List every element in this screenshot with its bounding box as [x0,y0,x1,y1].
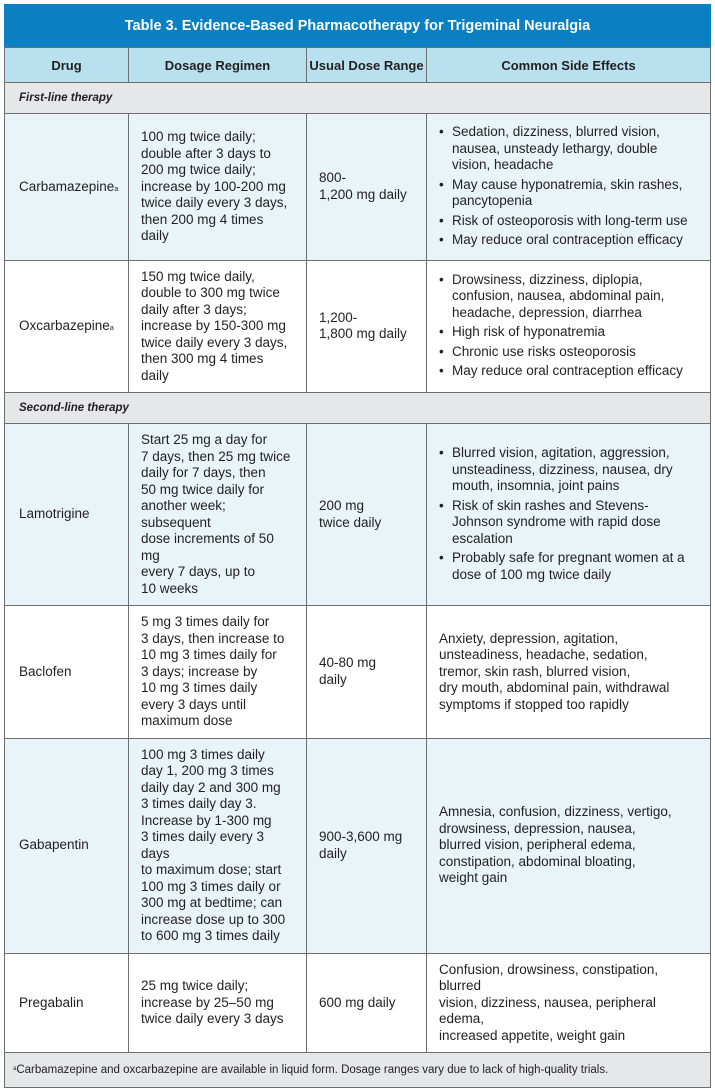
dose-range-line: 200 mg [319,498,365,513]
dosage-regimen-line: daily after 3 days; [141,301,247,317]
dose-range-line: daily [319,845,347,861]
dosage-regimen-line: 25 mg twice daily; [141,978,249,993]
bullet-icon: • [439,343,444,359]
dosage-regimen-line: double to 300 mg twice [141,285,280,300]
usual-dose-range-cell [307,260,427,393]
side-effects-line: Confusion, drowsiness, constipation, blurred [439,961,659,993]
footnote-cell [5,1053,711,1088]
column-header-dosage-regimen: Dosage Regimen [129,48,307,83]
column-header-row [5,48,711,83]
side-effects-cell [427,953,711,1053]
usual-dose-range-cell [307,738,427,953]
table-body [5,83,711,1053]
dosage-regimen-line: to 600 mg 3 times daily [141,928,280,943]
dosage-regimen-line: double after 3 days to [141,145,271,161]
dosage-regimen-line: then 300 mg 4 times [141,351,264,366]
drug-cell [5,424,129,606]
dosage-regimen-line: 10 weeks [141,580,199,596]
side-effect-item [439,498,698,548]
side-effects-list [439,445,698,583]
side-effects-line: weight gain [439,870,508,886]
footnote-row [5,1053,711,1088]
table-row [5,424,711,606]
bullet-icon: • [439,550,444,565]
dosage-regimen-line: 10 mg 3 times daily [141,680,258,695]
footnote-marker: a [109,325,114,332]
side-effects-cell [427,424,711,606]
drug-name: Baclofen [19,663,72,679]
dosage-regimen-line: 3 times daily day 3. [141,796,257,811]
dosage-regimen-line: 3 days, then increase to [141,630,285,646]
dosage-regimen-line: 150 mg twice daily, [141,268,255,284]
side-effect-item [439,232,698,249]
bullet-icon: • [439,497,444,513]
side-effects-cell [427,114,711,261]
table-title: Table 3. Evidence-Based Pharmacotherapy for Trigeminal Neuralgia [5,5,711,48]
side-effects-list [439,272,698,380]
side-effect-item [439,324,698,341]
dosage-regimen-line: 10 mg 3 times daily for [141,647,277,662]
dosage-regimen-line: increase dose up to 300 [141,911,286,927]
dosage-regimen-line: daily [141,367,169,383]
dosage-regimen-line: another week; subsequent [141,498,226,530]
dosage-regimen-line: daily [141,228,169,243]
footnote-marker: a [13,1066,17,1072]
section-label: First-line therapy [5,83,711,114]
table-row [5,738,711,953]
bullet-icon: • [439,176,444,192]
side-effects-cell [427,606,711,739]
side-effect-text: Drowsiness, dizziness, diplopia, confusion, nausea, abdominal pain, headache, depression, diarrhea [452,271,665,320]
bullet-icon: • [439,232,444,247]
dosage-regimen-line: then 200 mg 4 times [141,211,264,227]
dosage-regimen-line: Start 25 mg a day for [141,432,268,447]
drug-name: Lamotrigine [19,506,90,522]
dosage-regimen-line: twice daily every 3 days [141,1011,284,1026]
footnote-text: Carbamazepine and oxcarbazepine are available in liquid form. Dosage ranges vary due to lack of high-quality trials. [16,1064,609,1076]
dosage-regimen-line: Increase by 1-300 mg [141,812,272,828]
drug-cell [5,738,129,953]
bullet-icon: • [439,445,444,460]
side-effects-line: tremor, skin rash, blurred vision, [439,663,631,679]
side-effect-text: May cause hyponatremia, skin rashes, pancytopenia [452,176,683,208]
dosage-regimen-line: 3 times daily every 3 days [141,829,265,861]
side-effect-text: Chronic use risks osteoporosis [452,343,636,359]
side-effects-list [439,124,698,249]
dose-range-line: 40-80 mg [319,655,377,671]
drug-name: Carbamazepine [19,178,115,194]
usual-dose-range-cell [307,606,427,739]
bullet-icon: • [439,212,444,228]
drug-cell [5,114,129,261]
pharmacotherapy-table-container [4,4,710,1088]
side-effect-text: Probably safe for pregnant women at a dose of 100 mg twice daily [452,550,685,582]
side-effect-item [439,124,698,174]
side-effect-text: Sedation, dizziness, blurred vision, nausea, unsteady lethargy, double vision, headache [452,124,660,172]
dosage-regimen-cell [129,260,307,393]
dosage-regimen-line: 100 mg twice daily; [141,129,256,144]
dosage-regimen-line: every 3 days until [141,696,247,712]
dose-range-line: 1,200 mg daily [319,186,407,202]
dosage-regimen-line: day 1, 200 mg 3 times [141,763,274,778]
table-row [5,260,711,393]
side-effect-item [439,213,698,230]
footnote-marker: a [114,185,119,193]
side-effects-line: drowsiness, depression, nausea, [439,820,636,836]
drug-name: Pregabalin [19,994,84,1010]
dosage-regimen-line: every 7 days, up to [141,564,256,579]
dosage-regimen-line: twice daily every 3 days, [141,195,288,210]
drug-cell [5,260,129,393]
side-effect-item [439,272,698,322]
side-effects-line: Anxiety, depression, agitation, [439,630,619,646]
drug-name: Gabapentin [19,837,89,853]
dosage-regimen-line: maximum dose [141,713,233,728]
side-effects-line: constipation, abdominal bloating, [439,853,636,869]
dosage-regimen-cell [129,424,307,606]
dosage-regimen-cell [129,738,307,953]
dosage-regimen-line: twice daily every 3 days, [141,334,288,350]
side-effect-text: Blurred vision, agitation, aggression, unsteadiness, dizziness, nausea, dry mouth, insomnia, joint pains [452,445,673,493]
dosage-regimen-line: 3 days; increase by [141,663,258,679]
drug-name: Oxcarbazepine [19,318,110,333]
dosage-regimen-line: 50 mg twice daily for [141,481,265,497]
dosage-regimen-line: increase by 25–50 mg [141,994,274,1010]
dosage-regimen-line: 300 mg at bedtime; can [141,895,283,910]
column-header-common-side-effects: Common Side Effects [427,48,711,83]
side-effect-item [439,363,698,380]
dosage-regimen-line: 5 mg 3 times daily for [141,614,270,629]
dosage-regimen-cell [129,114,307,261]
side-effect-text: Risk of osteoporosis with long-term use [452,212,688,228]
bullet-icon: • [439,324,444,340]
dose-range-line: 900-3,600 mg [319,829,403,844]
section-row [5,393,711,424]
side-effect-item [439,344,698,361]
side-effects-line: Amnesia, confusion, dizziness, vertigo, [439,804,672,820]
side-effects-line: symptoms if stopped too rapidly [439,696,629,712]
dose-range-line: twice daily [319,514,382,530]
bullet-icon: • [439,363,444,379]
dosage-regimen-line: increase by 100-200 mg [141,178,286,194]
side-effects-line: vision, dizziness, nausea, peripheral edema, [439,994,656,1026]
table-row [5,953,711,1053]
table-row [5,606,711,739]
dose-range-line: 1,800 mg daily [319,326,407,342]
dosage-regimen-line: daily for 7 days, then [141,465,266,480]
side-effect-text: May reduce oral contraception efficacy [452,363,683,379]
side-effects-line: increased appetite, weight gain [439,1027,626,1043]
side-effect-text: High risk of hyponatremia [452,324,606,340]
side-effect-item [439,445,698,495]
dose-range-line: 1,200- [319,309,358,325]
usual-dose-range-cell [307,953,427,1053]
side-effects-cell [427,260,711,393]
dosage-regimen-line: 200 mg twice daily; [141,162,256,177]
table-row [5,114,711,261]
section-label: Second-line therapy [5,393,711,424]
side-effects-line: blurred vision, peripheral edema, [439,837,636,853]
bullet-icon: • [439,124,444,139]
dose-range-line: 600 mg daily [319,994,396,1010]
column-header-usual-dose-range: Usual Dose Range [307,48,427,83]
dose-range-line: 800- [319,170,347,186]
usual-dose-range-cell [307,424,427,606]
drug-cell [5,953,129,1053]
dosage-regimen-cell [129,953,307,1053]
side-effect-item [439,177,698,210]
side-effect-item [439,550,698,583]
dosage-regimen-line: 7 days, then 25 mg twice [141,448,291,464]
side-effects-cell [427,738,711,953]
side-effect-text: May reduce oral contraception efficacy [452,232,683,247]
drug-cell [5,606,129,739]
side-effect-text: Risk of skin rashes and Stevens-Johnson syndrome with rapid dose escalation [452,497,661,546]
dosage-regimen-line: 100 mg 3 times daily or [141,878,281,894]
bullet-icon: • [439,271,444,287]
side-effects-line: dry mouth, abdominal pain, withdrawal [439,680,670,695]
section-row [5,83,711,114]
side-effects-line: unsteadiness, headache, sedation, [439,647,648,662]
dose-range-line: daily [319,671,347,687]
usual-dose-range-cell [307,114,427,261]
dosage-regimen-cell [129,606,307,739]
dosage-regimen-line: daily day 2 and 300 mg [141,779,281,795]
dosage-regimen-line: increase by 150-300 mg [141,318,286,333]
pharmacotherapy-table [4,4,711,1088]
dosage-regimen-line: to maximum dose; start [141,862,282,877]
dosage-regimen-line: 100 mg 3 times daily [141,746,265,762]
table-title-row [5,5,711,48]
dosage-regimen-line: dose increments of 50 mg [141,531,274,563]
column-header-drug: Drug [5,48,129,83]
